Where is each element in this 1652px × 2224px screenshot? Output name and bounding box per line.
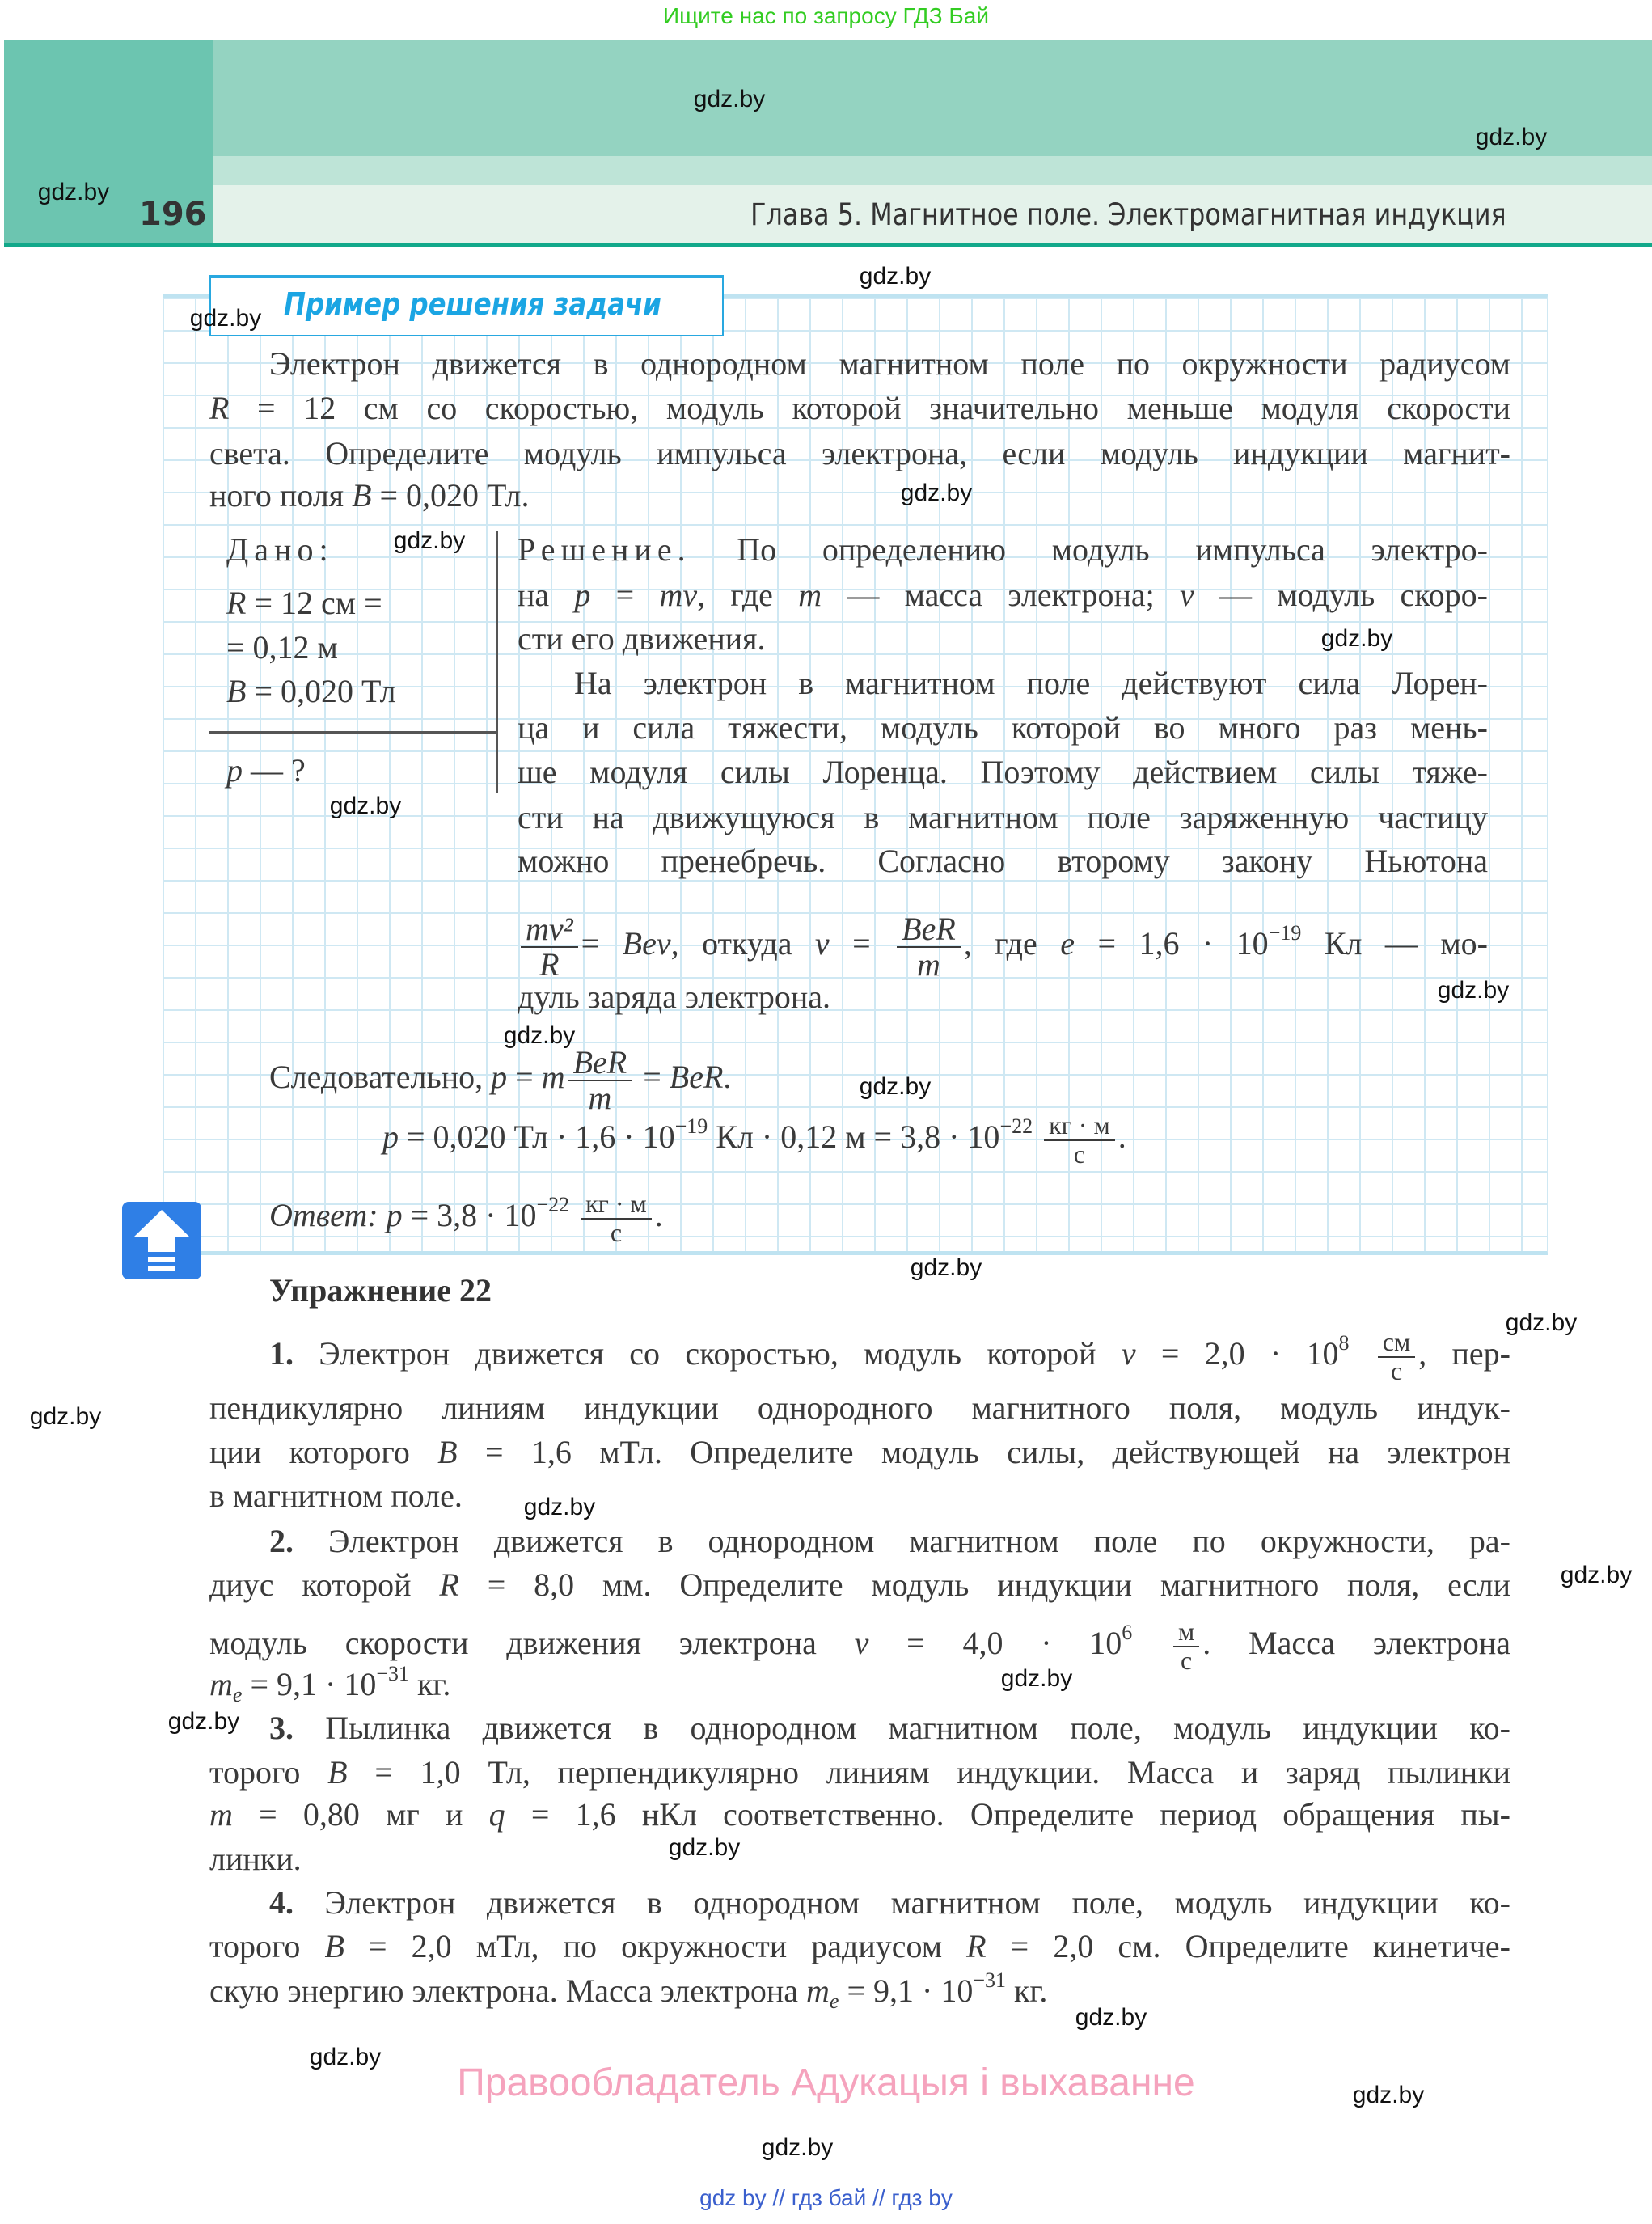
text-segment: = 0,020 Тл bbox=[246, 673, 396, 709]
variable: p bbox=[382, 1118, 399, 1155]
watermark: gdz.by bbox=[503, 1022, 576, 1049]
fraction bbox=[897, 912, 961, 982]
text-segment: Следовательно, bbox=[269, 1059, 492, 1096]
text-segment: Кл · 0,12 м = 3,8 · 10 bbox=[708, 1118, 1000, 1155]
text-line bbox=[226, 669, 469, 714]
fraction-denominator: с bbox=[1073, 1139, 1085, 1169]
chapter-title: Глава 5. Магнитное поле. Электромагнитная индукция bbox=[750, 197, 1506, 232]
text-segment: кг. bbox=[409, 1666, 451, 1702]
text-line bbox=[226, 625, 469, 670]
text-segment: . bbox=[1118, 1118, 1126, 1155]
exponent: −19 bbox=[1268, 921, 1302, 945]
exercise-number: 3. bbox=[269, 1710, 294, 1746]
variable: v bbox=[814, 925, 830, 962]
variable: m bbox=[806, 1972, 830, 2009]
text-segment: — ? bbox=[243, 752, 306, 789]
text-segment: = 1,6 · 10 bbox=[1074, 925, 1269, 962]
exponent: −31 bbox=[376, 1662, 409, 1685]
text-line: света. Определите модуль импульса электрона, если модуль индукции магнит- bbox=[209, 435, 1510, 471]
text-line bbox=[209, 386, 1510, 431]
variable: B bbox=[324, 1928, 344, 1964]
watermark: gdz.by bbox=[668, 1834, 741, 1861]
given-divider-horizontal bbox=[209, 731, 497, 734]
text-segment: сти на движущуюся в магнитном поле заряженную частицу bbox=[518, 799, 1488, 835]
text-segment: на bbox=[518, 577, 575, 613]
exponent: −22 bbox=[536, 1192, 570, 1216]
text-segment: = 2,0 мТл, по окружности радиусом bbox=[344, 1928, 967, 1964]
text-segment bbox=[1350, 1335, 1375, 1372]
watermark: gdz.by bbox=[1320, 625, 1393, 652]
text-line bbox=[518, 839, 1488, 884]
text-segment: можно пренебречь. Согласно второму закону Ньютона bbox=[518, 843, 1488, 879]
text-segment: = 0,020 Тл · 1,6 · 10 bbox=[399, 1118, 675, 1155]
exponent: −31 bbox=[973, 1968, 1006, 1992]
text-segment: . Масса электрона bbox=[1202, 1624, 1511, 1661]
text-line bbox=[209, 473, 1510, 518]
text-segment: , где bbox=[697, 577, 799, 613]
text-line bbox=[269, 1190, 1078, 1246]
footer-links[interactable]: gdz by // гдз бай // гдз by bbox=[699, 2185, 953, 2210]
header-band bbox=[213, 40, 1652, 156]
exercise-number: 2. bbox=[269, 1523, 294, 1559]
text-segment bbox=[378, 1197, 387, 1233]
exponent: 6 bbox=[1122, 1620, 1133, 1644]
variable: R bbox=[439, 1567, 459, 1603]
text-segment: = 9,1 · 10 bbox=[839, 1972, 974, 2009]
fraction-numerator: см bbox=[1378, 1329, 1415, 1358]
text-segment: сти его движения. bbox=[518, 620, 766, 657]
watermark: gdz.by bbox=[1352, 2082, 1425, 2108]
watermark: gdz.by bbox=[859, 263, 932, 290]
section-label: Решение. bbox=[518, 531, 691, 568]
variable: m bbox=[209, 1666, 233, 1702]
text-segment: торого bbox=[209, 1928, 325, 1964]
text-segment: диус которой bbox=[209, 1567, 440, 1603]
variable: Bev bbox=[622, 925, 671, 962]
watermark: gdz.by bbox=[1000, 1665, 1073, 1692]
fraction-numerator: кг · м bbox=[1044, 1112, 1115, 1141]
watermark: gdz.by bbox=[167, 1708, 240, 1735]
variable: p bbox=[491, 1059, 508, 1096]
variable: m bbox=[209, 1796, 233, 1833]
text-line bbox=[209, 1792, 1510, 1837]
variable: q bbox=[488, 1796, 505, 1833]
text-segment: ца и сила тяжести, модуль которой во много раз мень- bbox=[518, 709, 1488, 746]
watermark: gdz.by bbox=[1560, 1562, 1633, 1588]
text-segment: = 1,6 нКл соответственно. Определите период обращения пы- bbox=[505, 1796, 1510, 1833]
exercise-number: 4. bbox=[269, 1884, 294, 1921]
text-segment bbox=[569, 1197, 577, 1233]
fraction-denominator: R bbox=[539, 946, 560, 983]
text-line bbox=[209, 1430, 1510, 1475]
variable: B bbox=[437, 1434, 458, 1470]
text-line bbox=[518, 705, 1488, 750]
text-segment: скую энергию электрона. Масса электрона bbox=[209, 1972, 806, 2009]
text-line bbox=[209, 1474, 1510, 1519]
text-segment: . bbox=[654, 1196, 663, 1233]
text-line bbox=[209, 1924, 1510, 1969]
variable: R bbox=[966, 1928, 987, 1964]
text-line bbox=[574, 661, 1488, 706]
fraction bbox=[1378, 1329, 1415, 1385]
watermark: gdz.by bbox=[761, 2134, 834, 2161]
text-segment: , пер- bbox=[1418, 1334, 1510, 1372]
text-line bbox=[269, 1329, 1510, 1385]
variable: B bbox=[327, 1754, 348, 1791]
text-line: Электрон движется в однородном магнитном поле по окружности радиусом bbox=[269, 345, 1510, 382]
text-segment: = bbox=[507, 1059, 542, 1096]
watermark: gdz.by bbox=[393, 527, 466, 554]
exponent: −22 bbox=[999, 1114, 1033, 1138]
text-segment: = 0,020 Тл. bbox=[371, 477, 530, 514]
watermark: gdz.by bbox=[29, 1403, 102, 1430]
fraction-numerator: м bbox=[1173, 1618, 1199, 1647]
text-line bbox=[518, 912, 1488, 982]
watermark: gdz.by bbox=[309, 2044, 382, 2070]
text-segment: = 2,0 · 10 bbox=[1135, 1334, 1339, 1372]
variable: B bbox=[226, 673, 247, 709]
text-line bbox=[518, 795, 1488, 840]
text-segment: На электрон в магнитном поле действуют сила Лорен- bbox=[574, 665, 1488, 701]
variable: Ответ: bbox=[269, 1196, 378, 1233]
fraction bbox=[581, 1190, 652, 1246]
watermark: gdz.by bbox=[37, 179, 110, 205]
header-divider bbox=[4, 243, 1652, 247]
text-line bbox=[518, 527, 1488, 573]
fraction-denominator: с bbox=[610, 1217, 623, 1247]
text-line bbox=[518, 975, 1488, 1020]
page-number: 196 bbox=[139, 196, 207, 233]
variable: R bbox=[226, 585, 247, 621]
exercise-number: 1. bbox=[269, 1334, 294, 1372]
text-segment: = 1,0 Тл, перпендикулярно линиям индукции. Масса и заряд пылинки bbox=[347, 1754, 1510, 1791]
fraction-denominator: с bbox=[1181, 1645, 1193, 1675]
text-line bbox=[209, 1837, 1510, 1882]
fraction bbox=[1044, 1112, 1115, 1168]
text-line bbox=[209, 1662, 1510, 1707]
text-line bbox=[226, 581, 469, 626]
variable: m bbox=[798, 577, 822, 613]
fraction-denominator: m bbox=[917, 946, 940, 983]
variable: v bbox=[1121, 1334, 1136, 1372]
text-segment: пендикулярно линиям индукции однородного магнитного поля, модуль индук- bbox=[209, 1389, 1510, 1426]
text-segment: = 0,80 мг и bbox=[232, 1796, 489, 1833]
arrow-up-icon bbox=[122, 1202, 201, 1279]
fraction bbox=[568, 1046, 632, 1115]
watermark: gdz.by bbox=[329, 793, 402, 819]
variable: p bbox=[386, 1196, 403, 1233]
text-segment: = 12 см = bbox=[246, 585, 382, 621]
watermark: gdz.by bbox=[523, 1494, 596, 1520]
text-segment: ше модуля силы Лоренца. Поэтому действием силы тяже- bbox=[518, 754, 1488, 790]
exponent: 8 bbox=[1338, 1330, 1350, 1355]
text-segment: = 9,1 · 10 bbox=[242, 1666, 377, 1702]
text-segment: — модуль скоро- bbox=[1194, 577, 1488, 613]
fraction-numerator: mv² bbox=[521, 912, 578, 948]
copyright-notice: Правообладатель Адукацыя і выхаванне bbox=[457, 2061, 1195, 2104]
watermark: gdz.by bbox=[859, 1073, 932, 1100]
text-segment: Кл — мо- bbox=[1301, 925, 1488, 962]
variable: p bbox=[574, 577, 591, 613]
watermark: gdz.by bbox=[1075, 2004, 1147, 2031]
text-line bbox=[209, 1562, 1510, 1608]
subscript: e bbox=[232, 1683, 243, 1706]
text-segment bbox=[1033, 1118, 1041, 1155]
variable: m bbox=[541, 1059, 565, 1096]
scroll-to-top-button[interactable] bbox=[122, 1202, 201, 1279]
watermark: gdz.by bbox=[900, 480, 973, 506]
text-line bbox=[209, 1385, 1510, 1431]
variable: R bbox=[209, 390, 230, 426]
text-line bbox=[226, 748, 469, 793]
search-hint-banner: Ищите нас по запросу ГДЗ Бай bbox=[662, 3, 990, 28]
text-segment: модуль скорости движения электрона bbox=[209, 1624, 855, 1661]
variable: v bbox=[1180, 577, 1194, 613]
subscript: e bbox=[829, 1989, 839, 2013]
text-line bbox=[269, 1880, 1510, 1926]
variable: e bbox=[1060, 925, 1075, 962]
text-segment: Электрон движется со скоростью, модуль которой bbox=[294, 1334, 1122, 1372]
text-line bbox=[382, 1112, 1434, 1168]
text-line bbox=[209, 1750, 1510, 1795]
watermark: gdz.by bbox=[693, 86, 766, 112]
text-segment: в магнитном поле. bbox=[209, 1478, 463, 1514]
text-line bbox=[209, 1968, 1510, 2014]
text-segment: торого bbox=[209, 1754, 328, 1791]
text-segment: дуль заряда электрона. bbox=[518, 979, 831, 1015]
exercise-title: Упражнение 22 bbox=[269, 1272, 492, 1309]
text-segment: = bbox=[581, 925, 623, 962]
fraction-numerator: кг · м bbox=[581, 1190, 652, 1220]
header-band-stripe bbox=[213, 156, 1652, 185]
watermark: gdz.by bbox=[1437, 977, 1510, 1004]
example-title: Пример решения задачи bbox=[284, 286, 661, 322]
given-divider-vertical bbox=[496, 531, 498, 793]
watermark: gdz.by bbox=[910, 1254, 982, 1281]
fraction-numerator: BeR bbox=[897, 912, 961, 948]
text-segment bbox=[1132, 1625, 1170, 1661]
fraction-denominator: m bbox=[588, 1080, 612, 1116]
text-segment: . bbox=[723, 1059, 732, 1096]
text-segment: = bbox=[829, 925, 894, 962]
text-segment: = 8,0 мм. Определите модуль индукции магнитного поля, если bbox=[458, 1567, 1510, 1603]
text-segment: , где bbox=[963, 925, 1061, 962]
text-segment: = 0,12 м bbox=[226, 629, 338, 666]
variable: v bbox=[854, 1624, 869, 1661]
section-label: Дано: bbox=[226, 531, 334, 568]
watermark: gdz.by bbox=[1475, 124, 1548, 150]
variable: BeR bbox=[669, 1059, 724, 1096]
text-segment: линки. bbox=[209, 1841, 302, 1877]
text-segment: , откуда bbox=[670, 925, 815, 962]
text-segment: Электрон движется в однородном магнитном поле, модуль индукции ко- bbox=[294, 1884, 1510, 1921]
exponent: −19 bbox=[674, 1114, 708, 1138]
text-segment: кг. bbox=[1006, 1972, 1048, 2009]
variable: p bbox=[226, 752, 243, 789]
text-segment: = 1,6 мТл. Определите модуль силы, действующей на электрон bbox=[457, 1434, 1510, 1470]
fraction-denominator: с bbox=[1390, 1355, 1403, 1385]
text-segment: Пылинка движется в однородном магнитном поле, модуль индукции ко- bbox=[294, 1710, 1510, 1746]
example-title-box bbox=[209, 275, 724, 336]
variable: B bbox=[352, 477, 372, 514]
text-line bbox=[518, 573, 1488, 618]
fraction bbox=[521, 912, 578, 982]
variable: mv bbox=[659, 577, 698, 613]
text-segment: — масса электрона; bbox=[822, 577, 1180, 613]
text-segment: = 12 см со скоростью, модуль которой значительно меньше модуля скорости bbox=[229, 390, 1510, 426]
text-line bbox=[269, 1519, 1510, 1564]
text-line bbox=[518, 750, 1488, 795]
text-segment: ного поля bbox=[209, 477, 353, 514]
text-line bbox=[269, 1046, 1078, 1115]
text-segment: ции которого bbox=[209, 1434, 438, 1470]
text-segment: Электрон движется в однородном магнитном поле по окружности, ра- bbox=[294, 1523, 1510, 1559]
text-segment: По определению модуль импульса электро- bbox=[691, 531, 1488, 568]
fraction-numerator: BeR bbox=[568, 1046, 632, 1081]
text-line bbox=[269, 1706, 1510, 1751]
text-segment: = bbox=[635, 1059, 670, 1096]
watermark: gdz.by bbox=[1505, 1309, 1578, 1336]
text-segment: = bbox=[590, 577, 660, 613]
watermark: gdz.by bbox=[189, 305, 262, 332]
text-segment: = 4,0 · 10 bbox=[868, 1624, 1122, 1661]
text-segment: = 3,8 · 10 bbox=[402, 1196, 537, 1233]
text-segment: = 2,0 см. Определите кинетиче- bbox=[986, 1928, 1510, 1964]
